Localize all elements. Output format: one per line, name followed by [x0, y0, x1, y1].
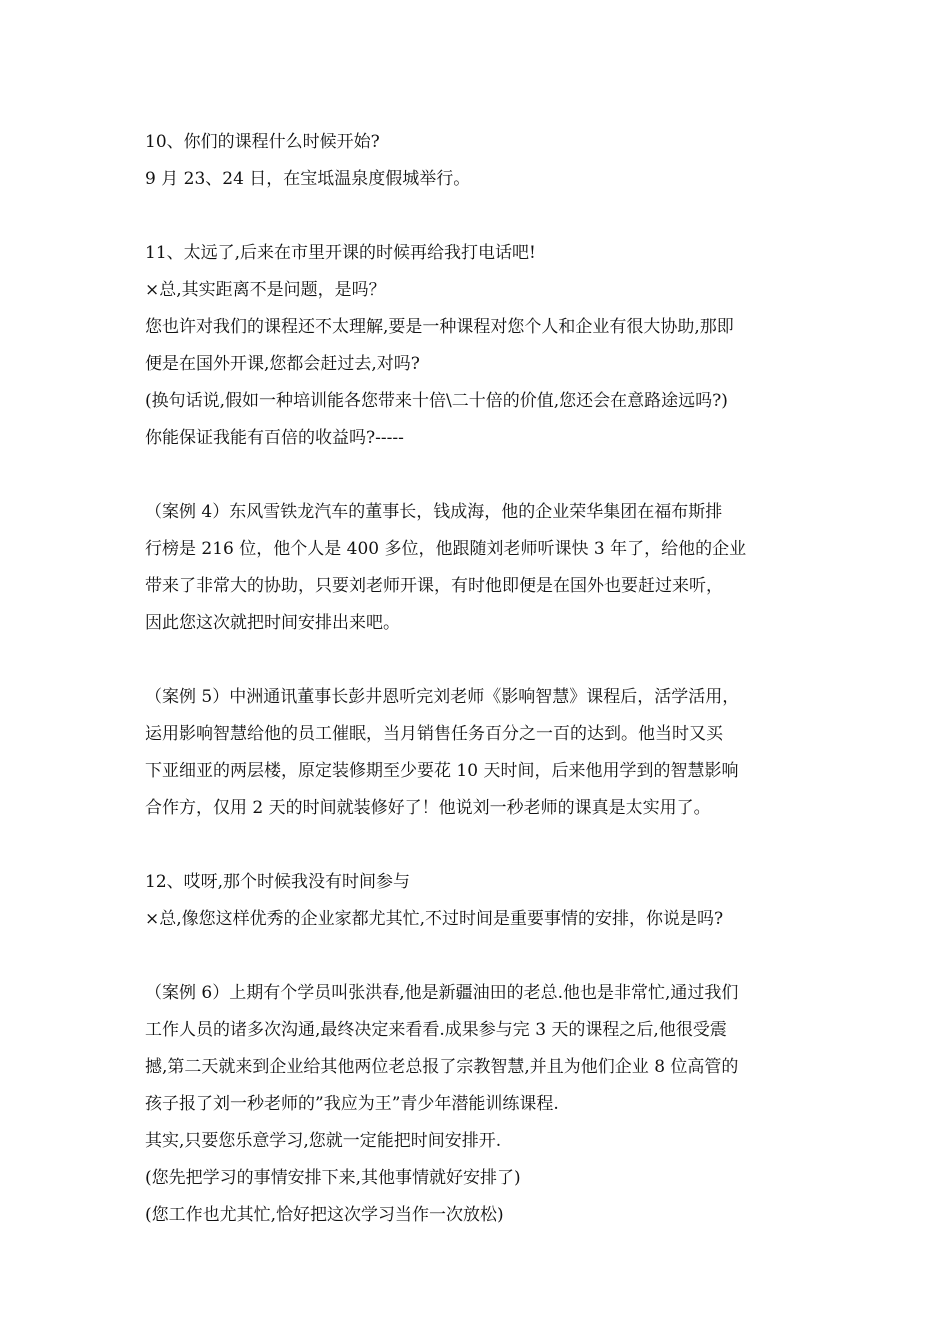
paragraph-case-5 [145, 679, 815, 827]
text-line: (您工作也尤其忙,恰好把这次学习当作一次放松) [145, 1205, 504, 1225]
text-line: 孩子报了刘一秒老师的”我应为王”青少年潜能训练课程. [145, 1094, 559, 1114]
text-line: 9 月 23、24 日，在宝坻温泉度假城举行。 [145, 169, 471, 189]
paragraph-q12 [145, 864, 815, 938]
text-line: （案例 4）东风雪铁龙汽车的董事长，钱成海，他的企业荣华集团在福布斯排 [145, 502, 723, 522]
text-line: 其实,只要您乐意学习,您就一定能把时间安排开. [145, 1131, 502, 1151]
paragraph-q10 [145, 124, 815, 198]
text-line: ×总,其实距离不是问题，是吗？ [145, 280, 386, 300]
paragraph-q11 [145, 235, 815, 457]
paragraph-case-4 [145, 494, 815, 642]
text-line: 便是在国外开课,您都会赶过去,对吗? [145, 354, 420, 374]
text-line: （案例 6）上期有个学员叫张洪春,他是新疆油田的老总.他也是非常忙,通过我们 [145, 983, 739, 1003]
text-line: （案例 5）中洲通讯董事长彭井恩听完刘老师《影响智慧》课程后，活学活用， [145, 687, 740, 707]
text-line: 因此您这次就把时间安排出来吧。 [145, 613, 400, 633]
text-line: 撼,第二天就来到企业给其他两位老总报了宗教智慧,并且为他们企业 8 位高管的 [145, 1057, 739, 1077]
text-line: ×总,像您这样优秀的企业家都尤其忙,不过时间是重要事情的安排，你说是吗? [145, 909, 724, 929]
text-line: 11、太远了,后来在市里开课的时候再给我打电话吧! [145, 243, 536, 263]
document-body [145, 124, 815, 1271]
text-line: 运用影响智慧给他的员工催眠，当月销售任务百分之一百的达到。他当时又买 [145, 724, 723, 744]
text-line: (您先把学习的事情安排下来,其他事情就好安排了) [145, 1168, 521, 1188]
text-line: 12、哎呀,那个时候我没有时间参与 [145, 872, 411, 892]
text-line: 下亚细亚的两层楼，原定装修期至少要花 10 天时间，后来他用学到的智慧影响 [145, 761, 739, 781]
text-line: 您也许对我们的课程还不太理解,要是一种课程对您个人和企业有很大协助,那即 [145, 317, 734, 337]
text-line: 行榜是 216 位，他个人是 400 多位，他跟随刘老师听课快 3 年了，给他的企业 [145, 539, 747, 559]
text-line: 合作方，仅用 2 天的时间就装修好了！他说刘一秒老师的课真是太实用了。 [145, 798, 711, 818]
text-line: 带来了非常大的协助，只要刘老师开课，有时他即便是在国外也要赶过来听， [145, 576, 723, 596]
text-line: 你能保证我能有百倍的收益吗?----- [145, 428, 404, 448]
text-line: 10、你们的课程什么时候开始? [145, 132, 380, 152]
text-line: 工作人员的诸多次沟通,最终决定来看看.成果参与完 3 天的课程之后,他很受震 [145, 1020, 727, 1040]
paragraph-case-6 [145, 975, 815, 1234]
text-line: (换句话说,假如一种培训能各您带来十倍\二十倍的价值,您还会在意路途远吗?) [145, 391, 728, 411]
